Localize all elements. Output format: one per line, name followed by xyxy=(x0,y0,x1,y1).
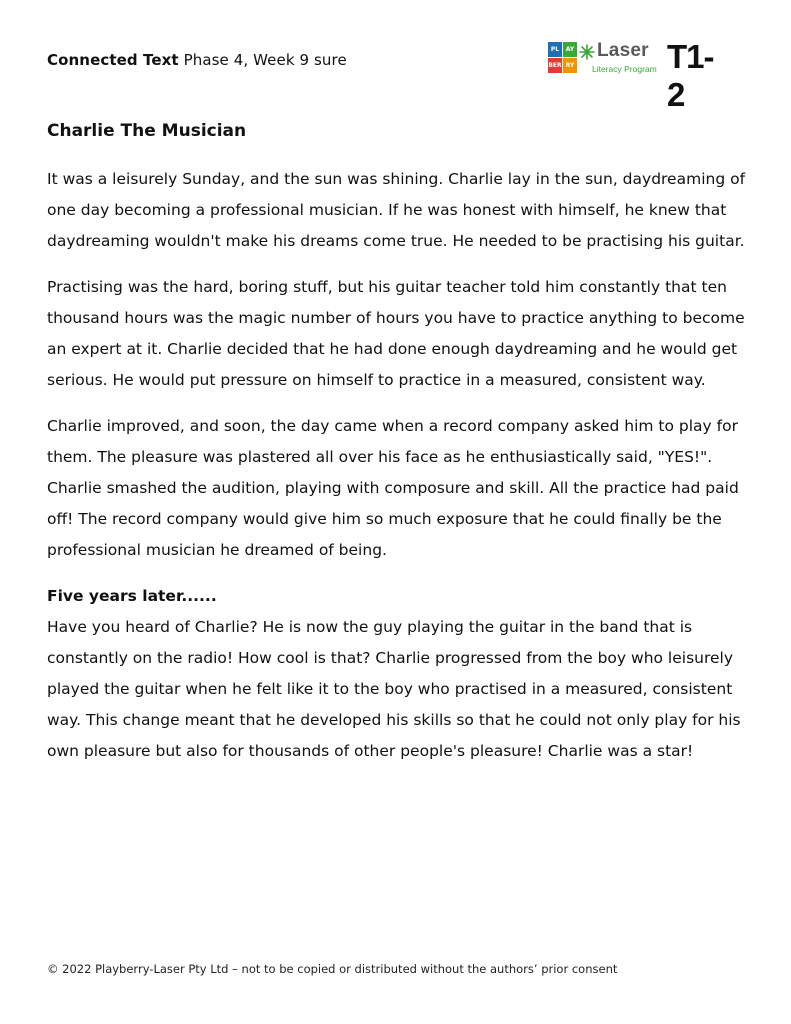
copyright-footer: © 2022 Playberry-Laser Pty Ltd – not to be copied or distributed without the authors’ prior consent xyxy=(47,962,618,976)
header-label-rest: Phase 4, Week 9 sure xyxy=(178,51,347,69)
header-label-bold: Connected Text xyxy=(47,51,179,69)
logo-word: Laser xyxy=(597,40,649,61)
paragraph-1: It was a leisurely Sunday, and the sun was shining. Charlie lay in the sun, daydreaming of one day becoming a professional musician. If he was honest with himself, he knew that daydreaming wouldn't make his dreams come true. He needed to be practising his guitar. xyxy=(47,170,746,250)
playberry-grid-icon xyxy=(548,42,578,74)
paragraph-3: Charlie improved, and soon, the day came when a record company asked him to play for them. The pleasure was plastered all over his face as he enthusiastically said, "YES!". Charlie smashed the audition, playing with composure and skill. All the practice had paid off! The record company would give him so much exposure that he could finally be the professional musician he dreamed of being. xyxy=(47,417,739,559)
logo-grid-cell-ay: AY xyxy=(563,42,577,57)
logo-grid-cell-pl: PL xyxy=(548,42,562,57)
document-body xyxy=(47,164,757,782)
logo-subtitle: Literacy Program xyxy=(592,64,657,74)
paragraph-2: Practising was the hard, boring stuff, but his guitar teacher told him constantly that ten thousand hours was the magic number of hours you have to practice anything to become an expert at it. Charlie decided that he had done enough daydreaming and he would get serious. He would put pressure on himself to practice in a measured, consistent way. xyxy=(47,278,745,389)
laser-burst-icon xyxy=(579,44,595,60)
laser-literacy-logo xyxy=(548,38,730,113)
paragraph-4: Have you heard of Charlie? He is now the guy playing the guitar in the band that is constantly on the radio! How cool is that? Charlie progressed from the boy who leisurely played the guitar when he felt like it to the boy who practised in a measured, consistent way. This change meant that he developed his skills so that he could not only play for his own pleasure but also for thousands of other people's pleasure! Charlie was a star! xyxy=(47,618,741,760)
header-label xyxy=(47,51,347,69)
logo-level: T1-2 xyxy=(667,38,714,113)
logo-grid-cell-ry: RY xyxy=(563,58,577,73)
document-title: Charlie The Musician xyxy=(47,121,247,141)
logo-grid-cell-ber: BER xyxy=(548,58,562,73)
subheading: Five years later...... xyxy=(47,587,217,605)
